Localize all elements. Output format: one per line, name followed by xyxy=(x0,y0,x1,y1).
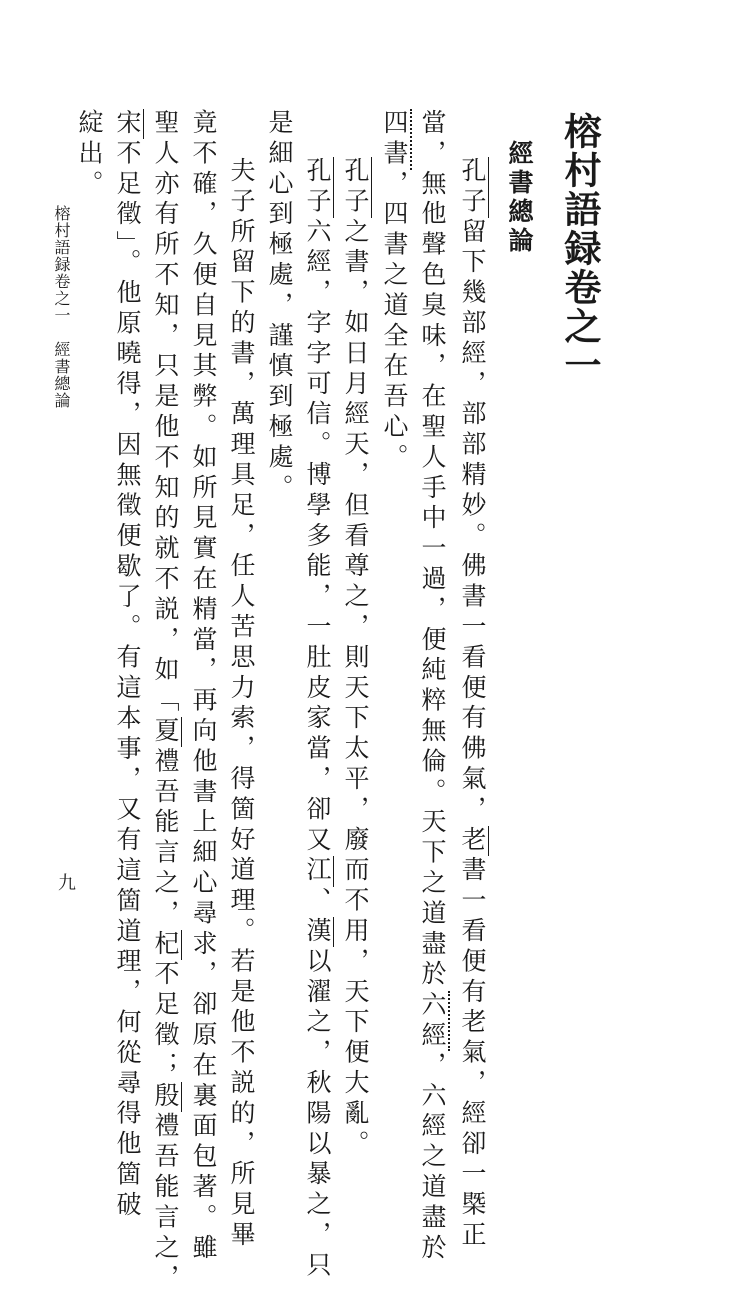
running-head: 榕村語録卷之一 經書總論 xyxy=(52,205,71,409)
text-column-3: 四書，四書之道全在吾心。 xyxy=(382,109,407,474)
text-column-11: 綻出。 xyxy=(75,109,104,201)
book-title: 榕村語録卷之一 xyxy=(558,112,602,385)
page-number: 九 xyxy=(55,873,76,891)
section-title: 經書總論 xyxy=(505,140,534,256)
text-column-1: 孔子留下幾部經，部部精妙。佛書一看便有佛氣，老書一看便有老氣，經卻一槩正 xyxy=(458,157,487,1252)
text-column-4: 孔子之書，如日月經天，但看尊之，則天下太平，廢而不用，天下便大亂。 xyxy=(341,157,370,1161)
text-column-7: 夫子所留下的書，萬理具足，任人苦思力索，得箇好道理。若是他不説的，所見畢 xyxy=(227,157,256,1252)
text-column-8: 竟不確，久便自見其弊。如所見實在精當，再向他書上細心尋求，卻原在裏面包著。雖 xyxy=(189,109,218,1265)
text-column-10: 宋不足徵」。他原曉得，因無徵便歇了。有這本事，又有這箇道理，何從尋得他箇破 xyxy=(113,109,142,1222)
text-column-2: 當，無他聲色臭味，在聖人手中一過，便純粹無倫。天下之道盡於六經，六經之道盡於 xyxy=(420,109,445,1264)
text-column-6: 是細心到極處，謹慎到極處。 xyxy=(265,109,294,505)
text-column-9: 聖人亦有所不知，只是他不知的就不説，如「夏禮吾能言之，杞不足徵；殷禮吾能言之， xyxy=(151,109,180,1295)
text-column-5: 孔子六經，字字可信。博學多能，一肚皮家當，卻又江、漢以濯之，秋陽以暴之，只 xyxy=(303,157,332,1282)
